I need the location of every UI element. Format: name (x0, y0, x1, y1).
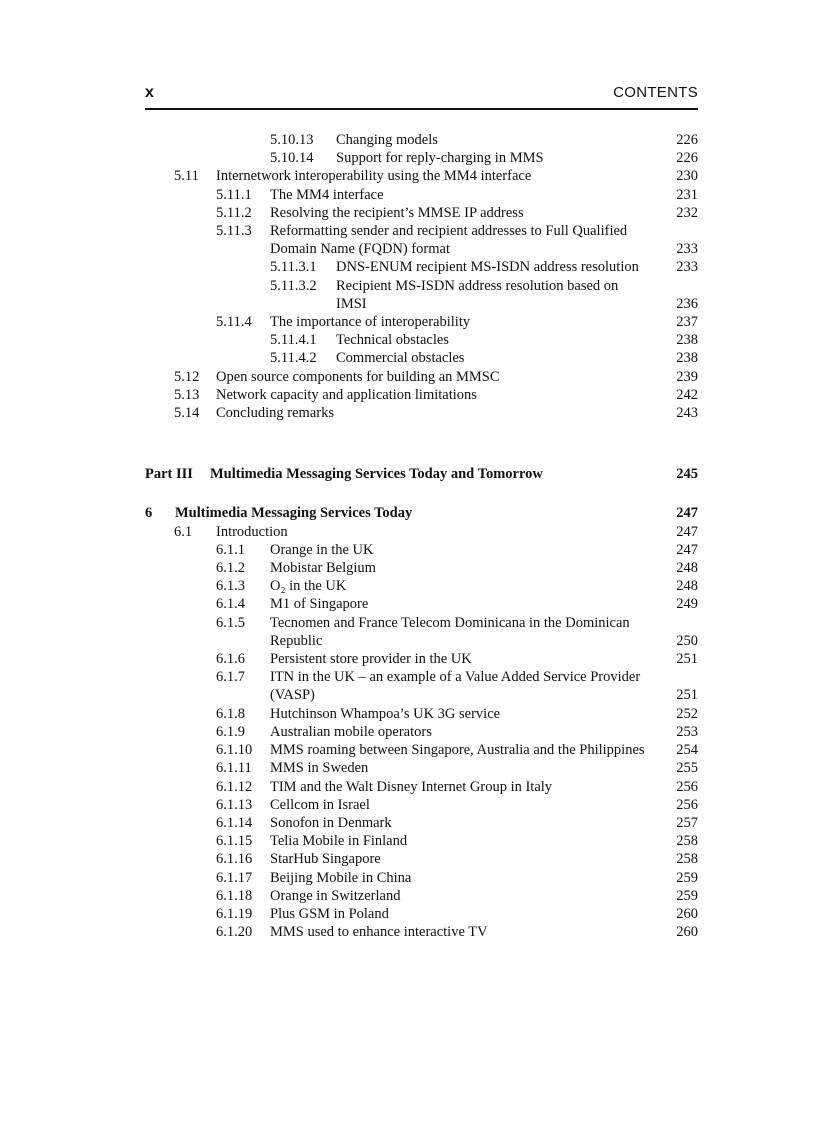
toc-entry-page: 226 (676, 150, 698, 167)
toc-entry (145, 331, 698, 349)
toc-entry-title: Introduction (216, 523, 288, 540)
toc-entry (145, 313, 698, 331)
toc-entry-page: 242 (676, 386, 698, 403)
toc-entry-page: 256 (676, 796, 698, 813)
toc-entry-number: 6.1.17 (216, 869, 253, 886)
toc-entry-page: 248 (676, 578, 698, 595)
toc-entry-number: 6.1.10 (216, 742, 253, 759)
toc-entry (145, 149, 698, 167)
toc-entry-number: 5.11.3.1 (270, 259, 317, 276)
toc-entry-page: 257 (676, 814, 698, 831)
toc-entry-number: 5.11.2 (216, 204, 252, 221)
toc-entry-title: Beijing Mobile in China (270, 869, 412, 886)
toc-entry-page: 253 (676, 723, 698, 740)
toc-entry-number: 6.1.15 (216, 833, 253, 850)
toc-entry-title: The importance of interoperability (270, 314, 471, 331)
toc-entry-page: 260 (676, 905, 698, 922)
toc-entry-page: 239 (676, 368, 698, 385)
toc-entry-number: 5.11.4.2 (270, 350, 317, 367)
toc-entry (145, 832, 698, 850)
toc-entry-title: DNS-ENUM recipient MS-ISDN address resolution (336, 259, 639, 276)
toc-entry-page: 259 (676, 887, 698, 904)
toc-entry-title: Sonofon in Denmark (270, 814, 392, 831)
toc-entry (145, 204, 698, 222)
toc-entry-title: Open source components for building an MMSC (216, 368, 500, 385)
toc-entry-title: MMS roaming between Singapore, Australia and the Philippines (270, 742, 645, 759)
table-of-contents (145, 131, 698, 941)
toc-entry-page: 260 (676, 924, 698, 941)
toc-entry-number: 6.1 (174, 523, 193, 540)
toc-entry-title: Reformatting sender and recipient addresses to Full Qualified Domain Name (FQDN) format (270, 223, 628, 258)
toc-entry-title: Persistent store provider in the UK (270, 651, 472, 668)
toc-entry-number: 6.1.13 (216, 796, 253, 813)
toc-entry-number: 5.11.4 (216, 314, 252, 331)
toc-entry (145, 523, 698, 541)
toc-entry (145, 705, 698, 723)
toc-entry-page: 247 (676, 523, 698, 540)
toc-entry (145, 668, 698, 704)
toc-entry-title: Recipient MS-ISDN address resolution based on IMSI (336, 277, 619, 312)
toc-entry-number: Part III (145, 466, 193, 483)
toc-entry-title: M1 of Singapore (270, 596, 369, 613)
toc-entry (145, 368, 698, 386)
toc-entry-number: 5.13 (174, 386, 200, 403)
toc-entry-title: Multimedia Messaging Services Today (175, 505, 413, 522)
toc-entry-number: 5.11.1 (216, 186, 252, 203)
toc-entry-page: 258 (676, 851, 698, 868)
toc-entry-number: 6 (145, 505, 153, 522)
toc-entry-title: Support for reply-charging in MMS (336, 150, 544, 167)
toc-entry-number: 6.1.3 (216, 578, 245, 595)
toc-entry-title: Cellcom in Israel (270, 796, 370, 813)
toc-entry-title: Orange in the UK (270, 541, 374, 558)
toc-entry-page: 256 (676, 778, 698, 795)
toc-entry-number: 5.11 (174, 168, 199, 185)
toc-entry-number: 5.14 (174, 405, 200, 422)
toc-entry-title: Changing models (336, 132, 438, 148)
toc-entry (145, 723, 698, 741)
toc-entry-number: 6.1.2 (216, 560, 245, 577)
toc-entry-number: 6.1.5 (216, 614, 245, 631)
toc-entry (145, 222, 698, 258)
toc-entry-page: 230 (676, 168, 698, 185)
toc-entry (145, 796, 698, 814)
toc-entry (145, 465, 698, 483)
toc-entry-page: 254 (676, 742, 698, 759)
toc-entry-title: Plus GSM in Poland (270, 905, 389, 922)
toc-entry-number: 6.1.1 (216, 541, 245, 558)
toc-entry-number: 6.1.7 (216, 669, 245, 686)
toc-entry-page: 233 (676, 241, 698, 258)
toc-entry (145, 559, 698, 577)
toc-entry-number: 6.1.11 (216, 760, 252, 777)
toc-entry-number: 5.10.13 (270, 132, 314, 148)
toc-entry (145, 887, 698, 905)
toc-entry-page: 251 (676, 651, 698, 668)
toc-entry-title: ITN in the UK – an example of a Value Added Service Provider (VASP) (270, 669, 641, 704)
running-header (145, 82, 698, 110)
toc-entry-page: 247 (676, 505, 698, 522)
toc-entry-title: Resolving the recipient’s MMSE IP address (270, 204, 524, 221)
toc-entry-title: Technical obstacles (336, 332, 449, 349)
toc-entry-title: Hutchinson Whampoa’s UK 3G service (270, 705, 501, 722)
toc-entry-title: Internetwork interoperability using the MM4 interface (216, 168, 532, 185)
toc-entry-page: 258 (676, 833, 698, 850)
toc-entry (145, 650, 698, 668)
toc-entry (145, 131, 698, 149)
toc-entry (145, 850, 698, 868)
toc-entry (145, 504, 698, 522)
toc-entry-number: 6.1.9 (216, 723, 245, 740)
toc-entry (145, 404, 698, 422)
toc-entry-title: Commercial obstacles (336, 350, 465, 367)
toc-entry-number: 5.10.14 (270, 150, 314, 167)
toc-entry-page: 226 (676, 132, 698, 148)
toc-entry-title: TIM and the Walt Disney Internet Group in Italy (270, 778, 553, 795)
toc-entry-page: 238 (676, 332, 698, 349)
toc-entry-title: MMS in Sweden (270, 760, 369, 777)
toc-entry-number: 6.1.12 (216, 778, 253, 795)
toc-entry-page: 250 (676, 632, 698, 649)
toc-entry-number: 5.12 (174, 368, 200, 385)
toc-entry-page: 252 (676, 705, 698, 722)
toc-entry-page: 238 (676, 350, 698, 367)
toc-entry (145, 541, 698, 559)
toc-entry (145, 759, 698, 777)
toc-entry-page: 232 (676, 204, 698, 221)
toc-entry-title: O₂ in the UK (270, 578, 347, 595)
toc-entry-title: Mobistar Belgium (270, 560, 376, 577)
toc-entry-title: Tecnomen and France Telecom Dominicana in the Dominican Republic (270, 614, 630, 649)
toc-entry-number: 5.11.3.2 (270, 277, 317, 294)
toc-entry-number: 6.1.6 (216, 651, 245, 668)
toc-entry-title: StarHub Singapore (270, 851, 381, 868)
toc-entry (145, 741, 698, 759)
toc-entry (145, 349, 698, 367)
toc-entry-number: 6.1.8 (216, 705, 245, 722)
toc-entry-page: 259 (676, 869, 698, 886)
toc-entry-title: Network capacity and application limitations (216, 386, 477, 403)
toc-entry (145, 186, 698, 204)
toc-entry-page: 245 (676, 466, 698, 483)
toc-entry (145, 869, 698, 887)
toc-entry-title: The MM4 interface (270, 186, 384, 203)
toc-entry-number: 5.11.3 (216, 223, 252, 240)
toc-entry-number: 6.1.4 (216, 596, 245, 613)
toc-entry (145, 923, 698, 941)
toc-entry (145, 577, 698, 595)
toc-entry-title: Orange in Switzerland (270, 887, 401, 904)
toc-entry-title: Australian mobile operators (270, 723, 432, 740)
toc-entry-page: 255 (676, 760, 698, 777)
page-folio: x (145, 84, 154, 101)
toc-entry (145, 595, 698, 613)
toc-entry (145, 258, 698, 276)
toc-entry-page: 231 (676, 186, 698, 203)
toc-entry-title: MMS used to enhance interactive TV (270, 924, 488, 941)
toc-entry-page: 247 (676, 541, 698, 558)
toc-entry-page: 248 (676, 560, 698, 577)
toc-entry-page: 251 (676, 687, 698, 704)
toc-entry-page: 237 (676, 314, 698, 331)
toc-entry-page: 236 (676, 295, 698, 312)
toc-entry-title: Multimedia Messaging Services Today and Tomorrow (210, 466, 543, 483)
toc-entry (145, 614, 698, 650)
toc-entry (145, 167, 698, 185)
toc-entry (145, 277, 698, 313)
toc-entry (145, 905, 698, 923)
toc-entry-number: 6.1.19 (216, 905, 253, 922)
toc-entry-title: Telia Mobile in Finland (270, 833, 408, 850)
toc-entry-title: Concluding remarks (216, 405, 334, 422)
toc-entry-number: 6.1.18 (216, 887, 253, 904)
toc-entry-number: 6.1.20 (216, 924, 253, 941)
toc-entry-number: 6.1.16 (216, 851, 253, 868)
toc-entry-page: 243 (676, 405, 698, 422)
running-title: CONTENTS (613, 84, 698, 101)
toc-entry-number: 5.11.4.1 (270, 332, 317, 349)
toc-entry-page: 233 (676, 259, 698, 276)
toc-entry (145, 778, 698, 796)
toc-entry-number: 6.1.14 (216, 814, 253, 831)
toc-entry (145, 814, 698, 832)
toc-entry (145, 386, 698, 404)
toc-entry-page: 249 (676, 596, 698, 613)
